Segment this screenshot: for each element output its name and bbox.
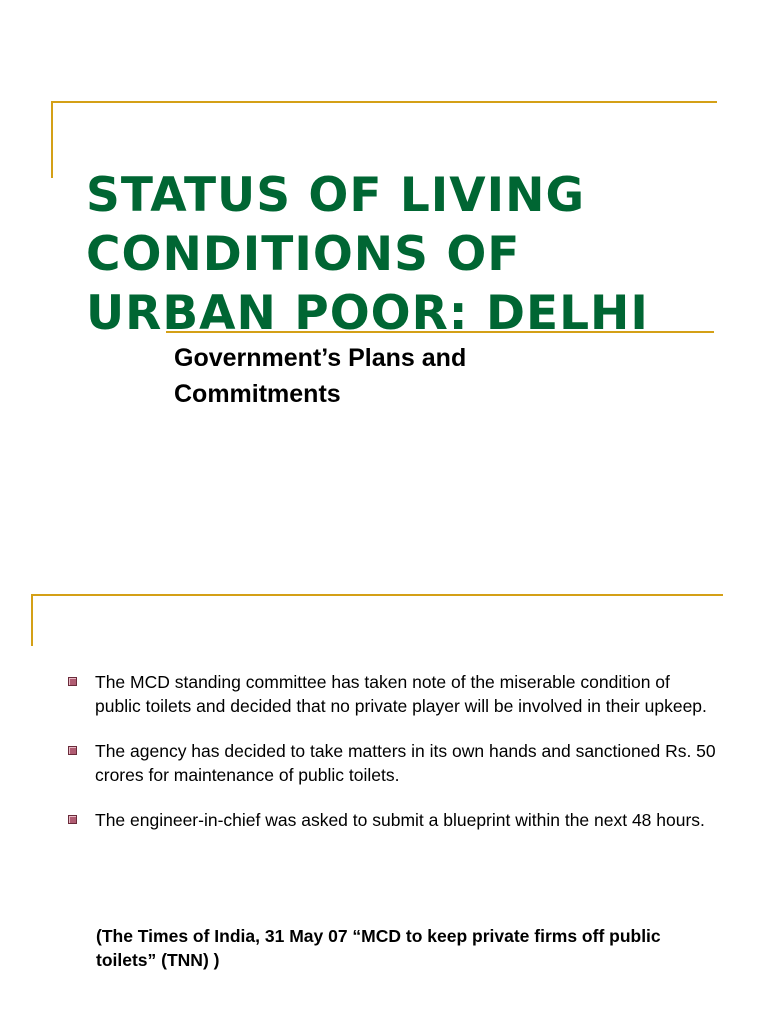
title-line-2: CONDITIONS OF <box>86 227 521 282</box>
square-bullet-icon <box>68 746 77 755</box>
slide2-left-rule <box>31 594 33 646</box>
title-line-3: URBAN POOR: DELHI <box>86 286 649 341</box>
title-line-1: STATUS OF LIVING <box>86 168 586 223</box>
square-bullet-icon <box>68 677 77 686</box>
slide1-top-rule <box>51 101 717 103</box>
subtitle-line-1: Government’s Plans and <box>174 344 467 372</box>
slide2-top-rule <box>31 594 723 596</box>
bullet-list <box>66 671 716 855</box>
slide-subtitle <box>174 340 694 412</box>
bullet-text: The engineer-in-chief was asked to submit a blueprint within the next 48 hours. <box>95 810 705 830</box>
square-bullet-icon <box>68 815 77 824</box>
source-citation: (The Times of India, 31 May 07 “MCD to keep private firms off public toilets” (TNN) ) <box>96 926 661 970</box>
bullet-item <box>66 809 716 833</box>
subtitle-line-2: Commitments <box>174 380 341 408</box>
bullet-item <box>66 740 716 787</box>
slide1-left-rule <box>51 101 53 178</box>
bullet-text: The MCD standing committee has taken note of the miserable condition of public toilets and decided that no private player will be involved in their upkeep. <box>95 672 707 716</box>
bullet-text: The agency has decided to take matters in its own hands and sanctioned Rs. 50 crores for maintenance of public toilets. <box>95 741 716 785</box>
slide-title <box>86 166 746 343</box>
bullet-item <box>66 671 716 718</box>
